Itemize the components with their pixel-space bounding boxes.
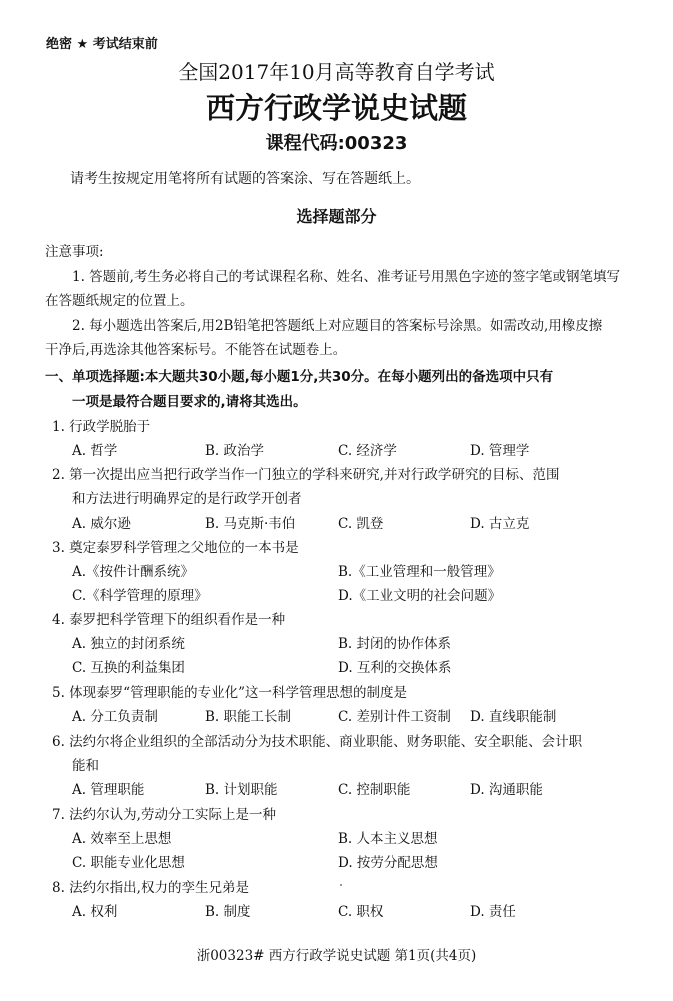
question-8-option-b: B. 制度 (205, 904, 251, 920)
question-5-option-b: B. 职能工长制 (205, 709, 292, 725)
question-3-option-b: B.《工业管理和一般管理》 (338, 564, 501, 580)
general-instruction: 请考生按规定用笔将所有试题的答案涂、写在答题纸上。 (70, 171, 420, 187)
question-2-stem-line-2: 和方法进行明确界定的是行政学开创者 (72, 491, 302, 507)
note-1-line-1: 1. 答题前,考生务必将自己的考试课程名称、姓名、准考证号用黑色字迹的签字笔或钢笔填写 (72, 269, 620, 285)
question-7-stem: 7. 法约尔认为,劳动分工实际上是一种 (52, 807, 276, 823)
note-2-line-1: 2. 每小题选出答案后,用2B铅笔把答题纸上对应题目的答案标号涂黑。如需改动,用橡皮擦 (72, 318, 603, 334)
question-5-stem: 5. 体现泰罗“管理职能的专业化”这一科学管理思想的制度是 (52, 685, 407, 701)
notes-title: 注意事项: (45, 244, 104, 260)
question-8-option-d: D. 责任 (470, 904, 516, 920)
question-1-option-c: C. 经济学 (338, 443, 397, 459)
question-2-option-a: A. 威尔逊 (72, 516, 131, 532)
question-2-stem-line-1: 2. 第一次提出应当把行政学当作一门独立的学科来研究,并对行政学研究的目标、范围 (52, 467, 560, 483)
question-3-option-a: A.《按件计酬系统》 (72, 564, 195, 580)
question-5-option-d: D. 直线职能制 (470, 709, 557, 725)
question-6-option-b: B. 计划职能 (205, 782, 278, 798)
exam-title: 全国2017年10月高等教育自学考试 (178, 60, 495, 84)
question-4-option-a: A. 独立的封闭系统 (72, 636, 185, 652)
question-5-option-a: A. 分工负责制 (72, 709, 158, 725)
question-1-stem: 1. 行政学脱胎于 (52, 419, 151, 435)
question-6-option-c: C. 控制职能 (338, 782, 411, 798)
question-2-option-d: D. 古立克 (470, 516, 530, 532)
subject-title: 西方行政学说史试题 (205, 91, 467, 125)
question-3-stem: 3. 奠定泰罗科学管理之父地位的一本书是 (52, 540, 299, 556)
question-7-option-c: C. 职能专业化思想 (72, 855, 185, 871)
question-1-option-b: B. 政治学 (205, 443, 265, 459)
question-8-option-a: A. 权利 (72, 904, 118, 920)
confidential-label: 绝密 ★ 考试结束前 (46, 37, 158, 52)
question-1-option-d: D. 管理学 (470, 443, 530, 459)
question-5-option-c: C. 差别计件工资制 (338, 709, 451, 725)
question-8-stem: 8. 法约尔指出,权力的孪生兄弟是 (52, 880, 249, 896)
question-3-option-d: D.《工业文明的社会问题》 (338, 588, 502, 604)
question-7-option-b: B. 人本主义思想 (338, 831, 438, 847)
question-7-option-a: A. 效率至上思想 (72, 831, 172, 847)
question-6-stem-line-2: 能和 (72, 758, 99, 774)
question-6-option-d: D. 沟通职能 (470, 782, 543, 798)
part-one-heading-line-1: 一、单项选择题:本大题共30小题,每小题1分,共30分。在每小题列出的备选项中只有 (45, 369, 554, 385)
course-code: 课程代码:00323 (265, 133, 408, 154)
question-4-stem: 4. 泰罗把科学管理下的组织看作是一种 (52, 612, 286, 628)
note-2-line-2: 干净后,再选涂其他答案标号。不能答在试题卷上。 (45, 342, 347, 358)
section-title: 选择题部分 (296, 207, 377, 226)
note-1-line-2: 在答题纸规定的位置上。 (45, 293, 194, 309)
question-2-option-c: C. 凯登 (338, 516, 384, 532)
question-4-option-d: D. 互利的交换体系 (338, 660, 452, 676)
question-6-option-a: A. 管理职能 (72, 782, 145, 798)
scan-speck (340, 884, 342, 886)
question-7-option-d: D. 按劳分配思想 (338, 855, 438, 871)
question-2-option-b: B. 马克斯·韦伯 (205, 516, 296, 532)
part-one-heading-line-2: 一项是最符合题目要求的,请将其选出。 (72, 394, 307, 410)
page-footer: 浙00323# 西方行政学说史试题 第1页(共4页) (196, 948, 477, 964)
question-4-option-b: B. 封闭的协作体系 (338, 636, 452, 652)
question-4-option-c: C. 互换的利益集团 (72, 660, 185, 676)
question-1-option-a: A. 哲学 (72, 443, 118, 459)
question-3-option-c: C.《科学管理的原理》 (72, 588, 208, 604)
question-8-option-c: C. 职权 (338, 904, 384, 920)
question-6-stem-line-1: 6. 法约尔将企业组织的全部活动分为技术职能、商业职能、财务职能、安全职能、会计职 (52, 734, 583, 750)
